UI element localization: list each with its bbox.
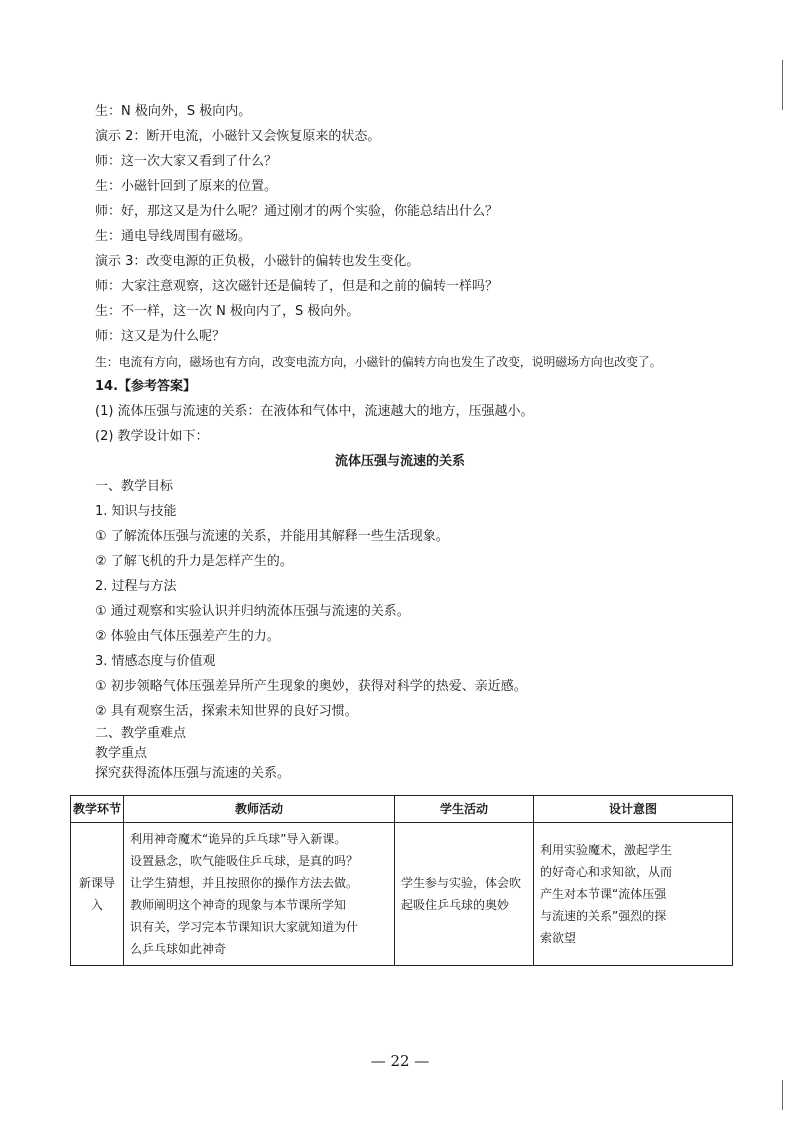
section-heading: 二、教学重难点: [95, 726, 187, 741]
teacher-line: 识有关，学习完本节课知识大家就知道为什: [130, 920, 359, 934]
table-row: [71, 823, 733, 966]
goal-item: ② 具有观察生活，探索未知世界的良好习惯。: [95, 704, 358, 719]
intent-line: 的好奇心和求知欲，从而: [540, 865, 673, 879]
cell-design-intent: [534, 823, 733, 966]
teacher-line: 么乒乓球如此神奇: [130, 942, 227, 956]
dialogue-line: 师：这一次大家又看到了什么？: [95, 154, 278, 169]
dialogue-line: 师：大家注意观察，这次磁针还是偏转了，但是和之前的偏转一样吗？: [95, 279, 499, 294]
answer-heading: 14.【参考答案】: [95, 379, 197, 394]
table-header-intent: 设计意图: [534, 796, 733, 823]
page-number: — 22 —: [370, 1052, 430, 1070]
teacher-line: 设置悬念，吹气能吸住乒乓球，是真的吗？: [130, 854, 359, 868]
answer-item-1: (1) 流体压强与流速的关系：在液体和气体中，流速越大的地方，压强越小。: [95, 404, 534, 419]
cell-student-activity: [395, 823, 534, 966]
student-line: 起吸住乒乓球的奥妙: [401, 898, 510, 912]
dialogue-line: 师：好，那这又是为什么呢？通过刚才的两个实验，你能总结出什么？: [95, 204, 499, 219]
table-header-student: 学生活动: [395, 796, 534, 823]
goal-item: ① 了解流体压强与流速的关系，并能用其解释一些生活现象。: [95, 529, 449, 544]
table-header-teacher: 教师活动: [124, 796, 395, 823]
dialogue-line: 师：这又是为什么呢？: [95, 329, 226, 344]
scan-edge-mark: [782, 60, 783, 110]
teacher-line: 利用神奇魔术“诡异的乒乓球”导入新课。: [130, 832, 347, 846]
table-header-stage: 教学环节: [71, 796, 124, 823]
key-title: 教学重点: [95, 746, 148, 761]
goal-item: ① 初步领略气体压强差异所产生现象的奥妙，获得对科学的热爱、亲近感。: [95, 679, 527, 694]
intent-line: 利用实验魔术，激起学生: [540, 843, 673, 857]
goal-title: 1. 知识与技能: [95, 504, 177, 519]
answer-item-2: (2) 教学设计如下：: [95, 429, 209, 444]
intent-line: 产生对本节课“流体压强: [540, 887, 667, 901]
dialogue-line: 演示 3：改变电源的正负极，小磁针的偏转也发生变化。: [95, 254, 420, 269]
intent-line: 索欲望: [540, 931, 577, 945]
teaching-process-table: [70, 795, 733, 966]
scan-edge-mark: [782, 1080, 783, 1110]
key-text: 探究获得流体压强与流速的关系。: [95, 766, 291, 781]
table-header-row: [71, 796, 733, 823]
teacher-line: 教师阐明这个神奇的现象与本节课所学知: [130, 898, 347, 912]
goal-item: ② 了解飞机的升力是怎样产生的。: [95, 554, 293, 569]
student-line: 学生参与实验，体会吹: [401, 876, 522, 890]
dialogue-line: 生：小磁针回到了原来的位置。: [95, 179, 278, 194]
goal-title: 3. 情感态度与价值观: [95, 654, 216, 669]
dialogue-line: 生：通电导线周围有磁场。: [95, 229, 252, 244]
intent-line: 与流速的关系”强烈的探: [540, 909, 667, 923]
goal-title: 2. 过程与方法: [95, 579, 177, 594]
dialogue-line: 生：不一样，这一次 N 极向内了，S 极向外。: [95, 304, 360, 319]
cell-stage: 新课导入: [71, 823, 124, 966]
dialogue-line: 生：N 极向外，S 极向内。: [95, 104, 252, 119]
cell-teacher-activity: [124, 823, 395, 966]
dialogue-line: 生：电流有方向，磁场也有方向，改变电流方向，小磁针的偏转方向也发生了改变，说明磁场方向也改变了。: [95, 355, 662, 369]
teacher-line: 让学生猜想，并且按照你的操作方法去做。: [130, 876, 359, 890]
section-heading: 一、教学目标: [95, 479, 174, 494]
goal-item: ② 体验由气体压强差产生的力。: [95, 629, 280, 644]
dialogue-line: 演示 2：断开电流，小磁针又会恢复原来的状态。: [95, 129, 381, 144]
goal-item: ① 通过观察和实验认识并归纳流体压强与流速的关系。: [95, 604, 410, 619]
design-title: 流体压强与流速的关系: [334, 454, 465, 469]
